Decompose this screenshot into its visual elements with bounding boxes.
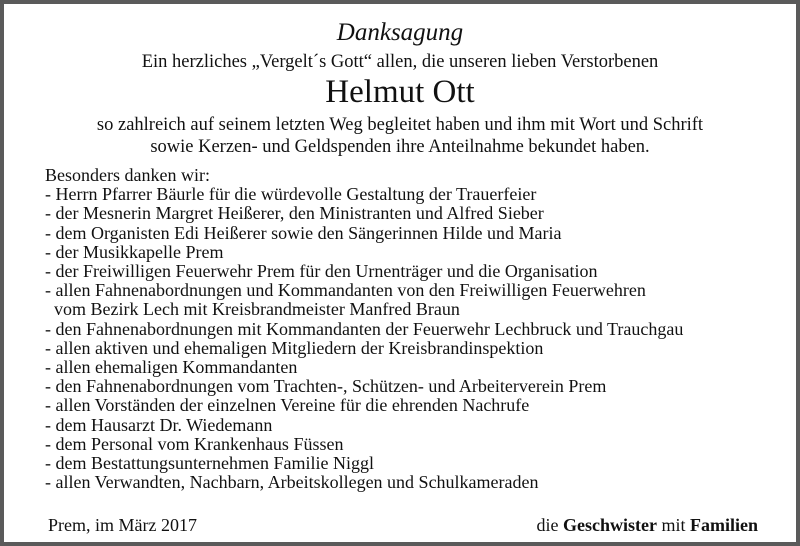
thanks-item: - allen Verwandten, Nachbarn, Arbeitskollegen und Schulkameraden <box>45 472 539 493</box>
thanks-item: - Herrn Pfarrer Bäurle für die würdevolle Gestaltung der Trauerfeier <box>45 184 537 205</box>
signature <box>537 514 759 536</box>
intro-line: Ein herzliches „Vergelt´s Gott“ allen, die unseren lieben Verstorbenen <box>141 52 659 72</box>
thanks-item: - allen aktiven und ehemaligen Mitgliedern der Kreisbrandinspektion <box>45 337 544 358</box>
thanks-item: - den Fahnenabordnungen mit Kommandanten der Feuerwehr Lechbruck und Trauchgau <box>45 318 684 339</box>
thanks-intro: Besonders danken wir: <box>45 165 210 185</box>
acknowledgement-line-2: sowie Kerzen- und Geldspenden ihre Anteilnahme bekundet haben. <box>150 137 650 157</box>
thanks-item: - dem Bestattungsunternehmen Familie Niggl <box>45 453 374 474</box>
thanks-list <box>45 166 785 492</box>
acknowledgement-line-1: so zahlreich auf seinem letzten Weg begleitet haben und ihm mit Wort und Schrift <box>96 115 704 135</box>
thanks-item: - der Musikkapelle Prem <box>45 241 224 262</box>
signature-prefix: die <box>536 515 559 535</box>
thanks-item: - allen Vorständen der einzelnen Vereine für die ehrenden Nachrufe <box>45 395 530 416</box>
thanks-item-continuation: vom Bezirk Lech mit Kreisbrandmeister Manfred Braun <box>45 299 460 320</box>
notice-heading: Danksagung <box>336 19 464 46</box>
deceased-name: Helmut Ott <box>325 74 475 110</box>
thanks-item: - allen Fahnenabordnungen und Kommandanten von den Freiwilligen Feuerwehren <box>45 280 646 301</box>
thanks-item: - der Mesnerin Margret Heißerer, den Ministranten und Alfred Sieber <box>45 203 544 224</box>
thanks-item: - dem Hausarzt Dr. Wiedemann <box>45 414 273 435</box>
signature-families: Familien <box>690 515 758 535</box>
thanks-item: - allen ehemaligen Kommandanten <box>45 357 298 378</box>
place-date: Prem, im März 2017 <box>48 515 197 535</box>
thanks-item: - der Freiwilligen Feuerwehr Prem für den Urnenträger und die Organisation <box>45 261 598 282</box>
signature-connector: mit <box>661 515 686 535</box>
thanks-item: - dem Personal vom Krankenhaus Füssen <box>45 433 344 454</box>
thanks-item: - dem Organisten Edi Heißerer sowie den Sängerinnen Hilde und Maria <box>45 222 562 243</box>
thanks-item: - den Fahnenabordnungen vom Trachten-, Schützen- und Arbeiterverein Prem <box>45 376 607 397</box>
signature-siblings: Geschwister <box>563 515 657 535</box>
